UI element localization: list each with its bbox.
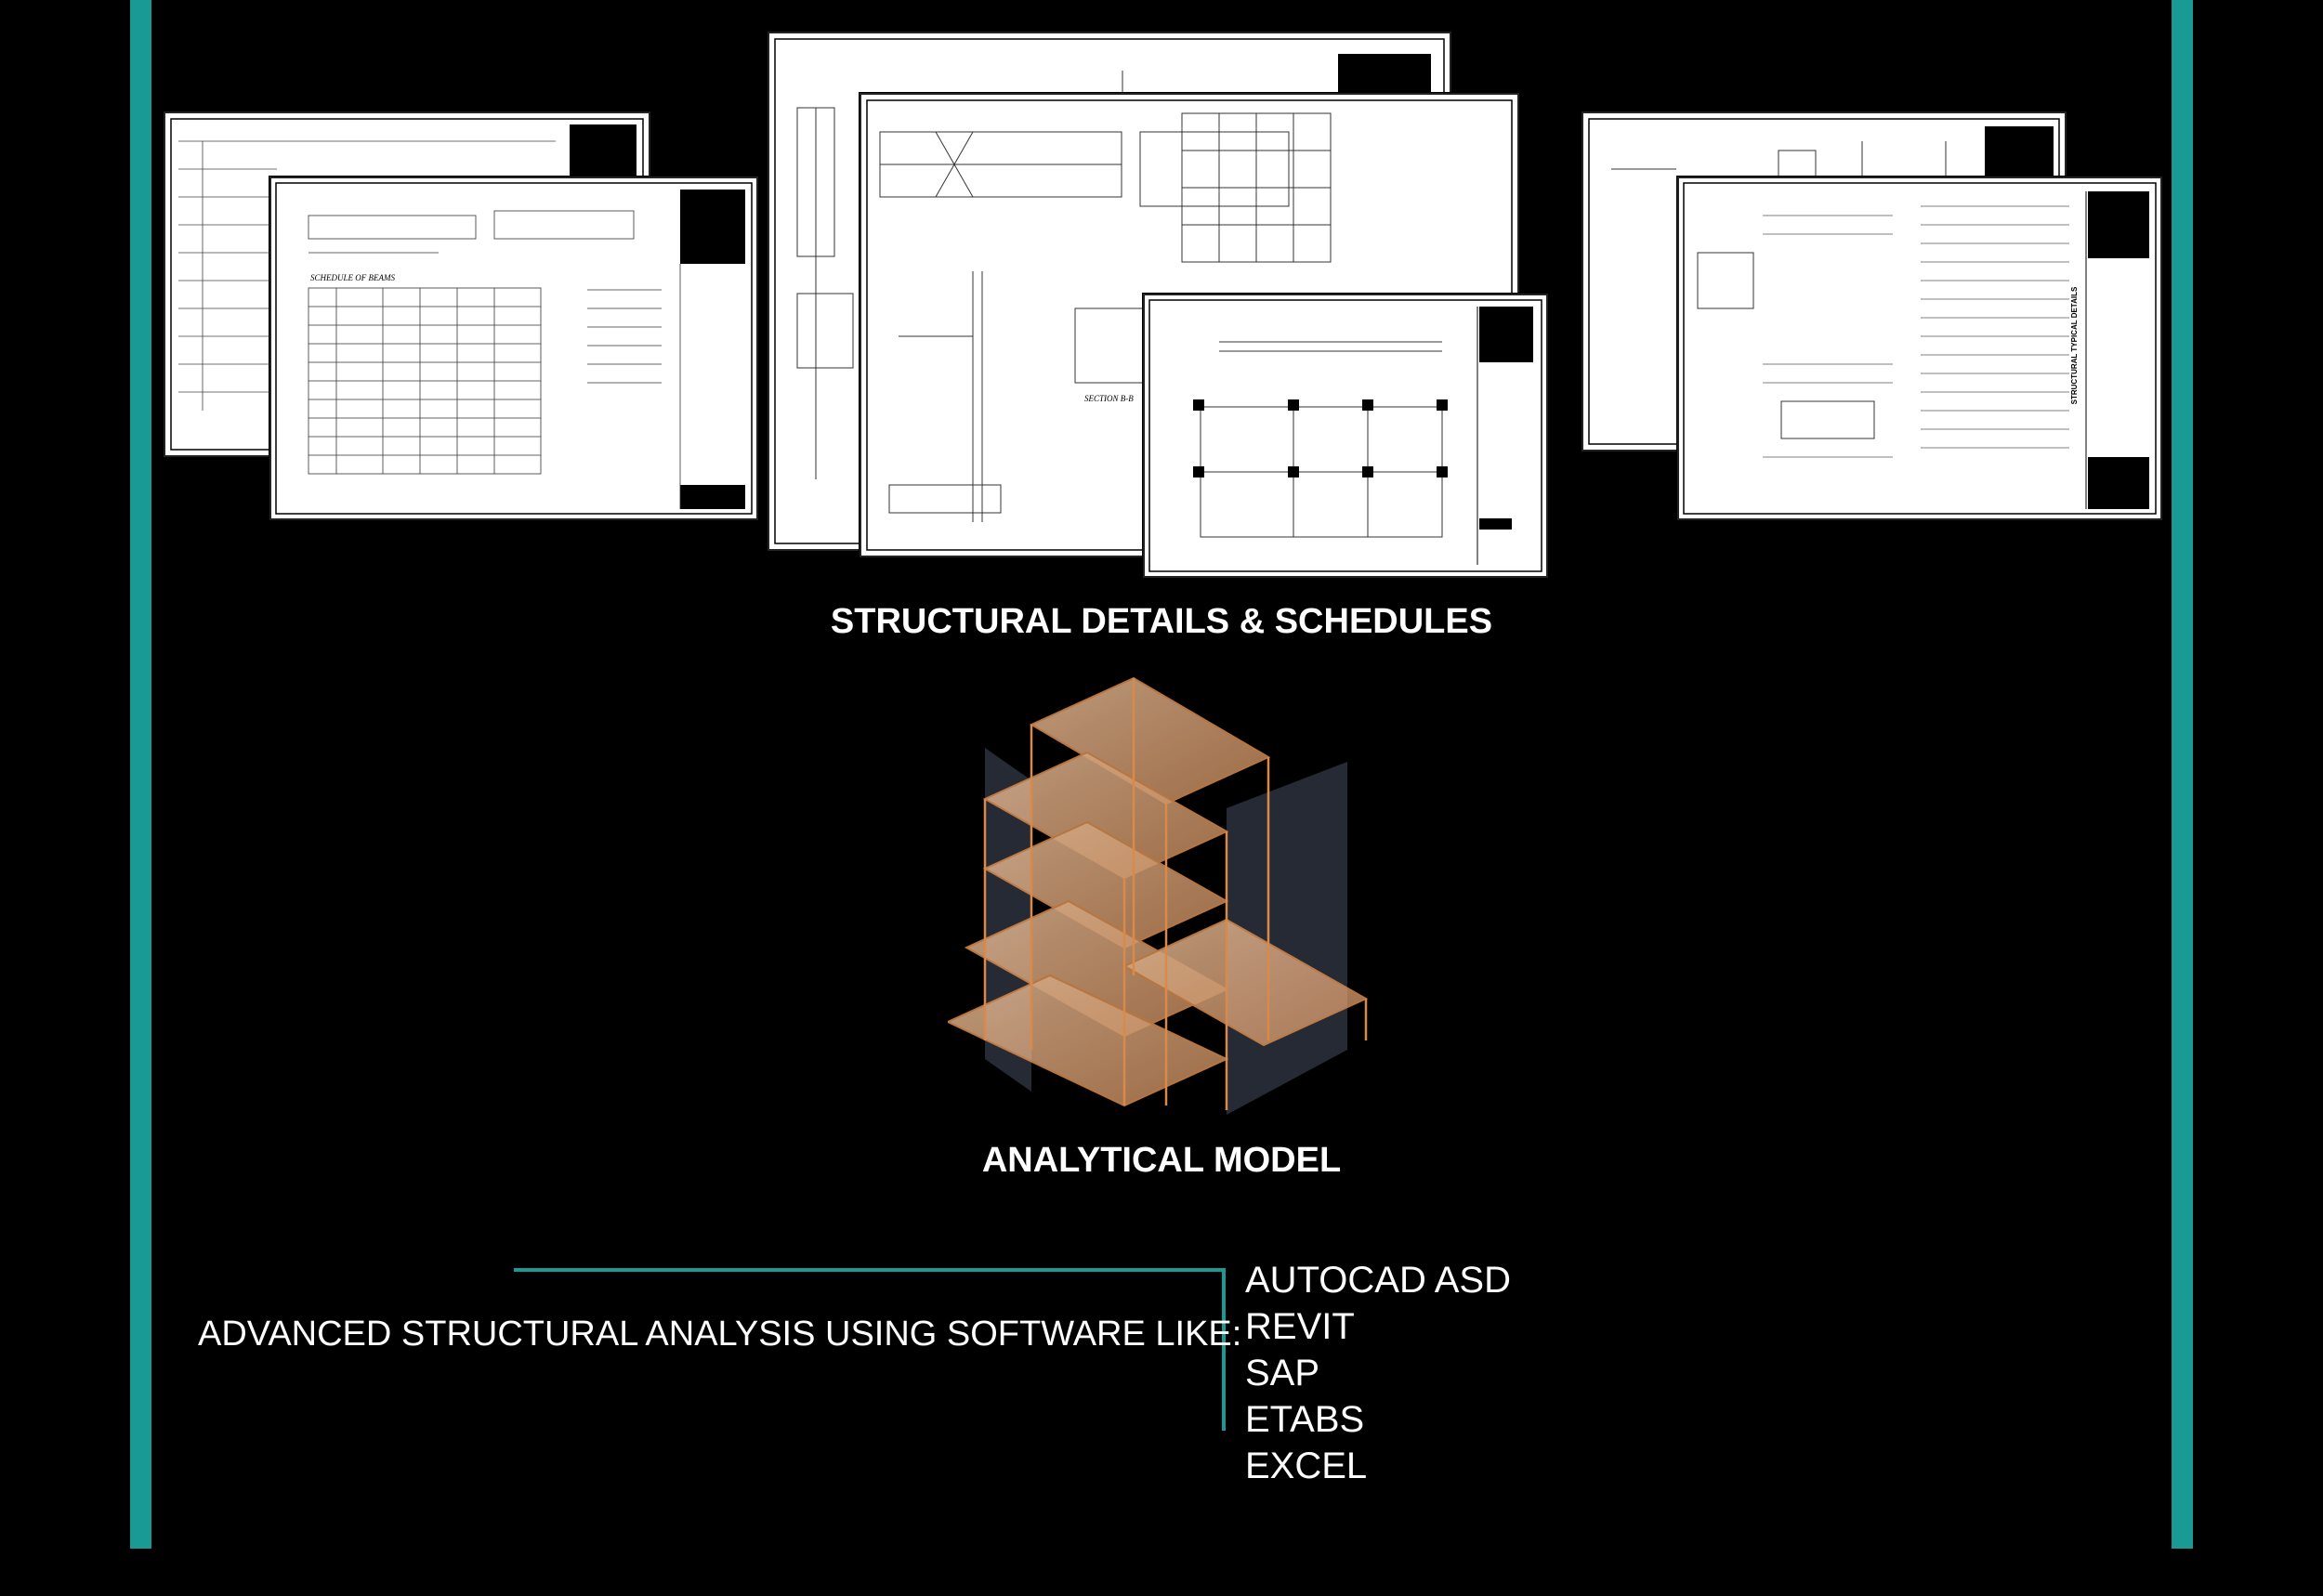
software-item-revit: REVIT xyxy=(1245,1306,1355,1347)
model-caption: ANALYTICAL MODEL xyxy=(981,1141,1342,1180)
analytical-model-graphic xyxy=(948,669,1385,1124)
beam-schedule-title: SCHEDULE OF BEAMS xyxy=(310,273,395,282)
software-list xyxy=(1245,1257,1511,1489)
drawing-sheet-beams-front xyxy=(269,177,758,520)
drawing-sheet-slab-details xyxy=(1143,294,1548,578)
analysis-statement: ADVANCED STRUCTURAL ANALYSIS USING SOFTWARE LIKE: xyxy=(198,1315,1242,1354)
software-item-autocad: AUTOCAD ASD xyxy=(1245,1260,1511,1301)
connector-line-horizontal xyxy=(514,1268,1226,1272)
typical-details-title: STRUCTURAL TYPICAL DETAILS xyxy=(2070,286,2079,405)
drawing-sheet-typical-front xyxy=(1677,177,2162,520)
section-label: SECTION B-B xyxy=(1084,394,1134,403)
details-caption: STRUCTURAL DETAILS & SCHEDULES xyxy=(830,602,1493,641)
software-item-etabs: ETABS xyxy=(1245,1399,1365,1440)
software-item-sap: SAP xyxy=(1245,1353,1320,1393)
software-item-excel: EXCEL xyxy=(1245,1446,1368,1486)
